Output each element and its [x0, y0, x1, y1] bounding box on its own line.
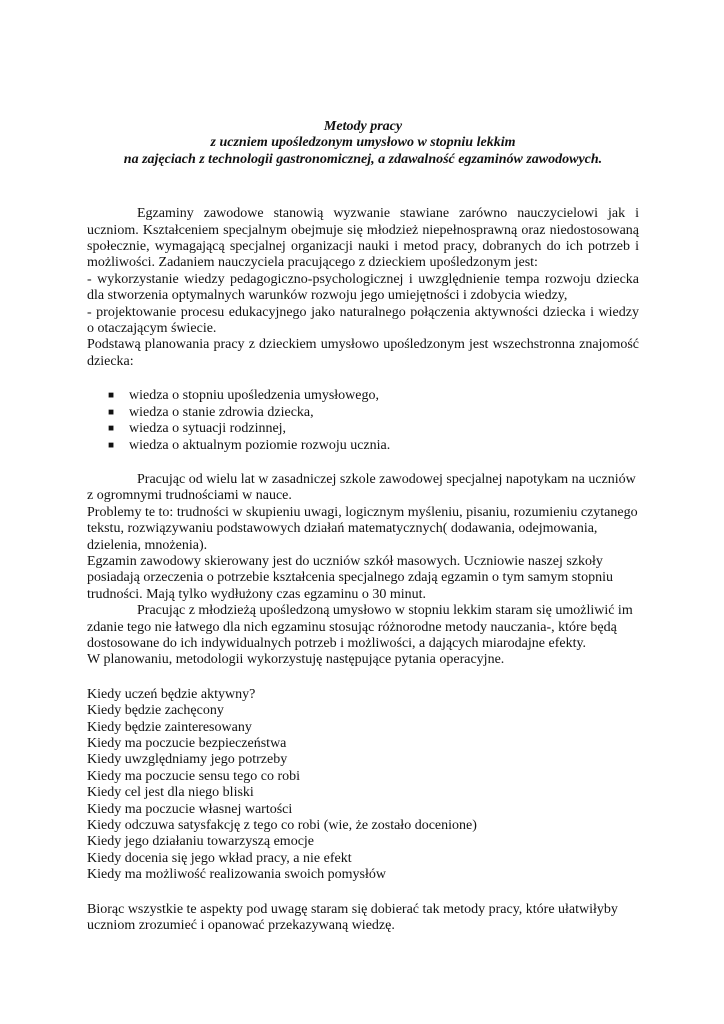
- list-item: Kiedy ma poczucie sensu tego co robi: [87, 768, 301, 784]
- body-paragraph-5: W planowaniu, metodologii wykorzystuję następujące pytania operacyjne.: [87, 652, 505, 668]
- bullet-square-icon: ■: [108, 390, 115, 402]
- closing-paragraph: Biorąc wszystkie te aspekty pod uwagę staram się dobierać tak metody pracy, które ułatwiłyby uczniom zrozumieć i opanować przekazywaną wiedzę.: [87, 901, 618, 934]
- bullet-square-icon: ■: [108, 406, 115, 418]
- bullet-square-icon: ■: [108, 423, 115, 435]
- questions-list: [87, 687, 639, 884]
- intro-paragraph-2: Podstawą planowania pracy z dzieckiem umysłowo upośledzonym jest wszechstronna znajomość dziecka:: [87, 337, 639, 369]
- list-item: ■ wiedza o sytuacji rodzinnej,: [108, 421, 287, 437]
- list-item: ■ wiedza o stopniu upośledzenia umysłowego,: [108, 388, 380, 404]
- list-item: Kiedy uwzględniamy jego potrzeby: [87, 752, 288, 768]
- body-paragraph-3: Egzamin zawodowy skierowany jest do uczniów szkół masowych. Uczniowie naszej szkoły posiadają orzeczenia o potrzebie kształcenia specjalnego zdają egzamin o tym samym stopniu trudności. Mają tylko wydłużony czas egzaminu o 30 minut.: [87, 553, 613, 602]
- list-item: Kiedy ma poczucie bezpieczeństwa: [87, 736, 287, 751]
- list-item: Kiedy będzie zainteresowany: [87, 719, 252, 735]
- title-line-2: z uczniem upośledzonym umysłowo w stopniu lekkim: [210, 135, 516, 151]
- intro-paragraph: Egzaminy zawodowe stanowią wyzwanie stawiane zarówno nauczycielowi jak i uczniom. Kształceniem specjalnym obejmuje się młodzież niepełnosprawną oraz niedostosowaną społecznie, wymagającą specjalnej organizacji nauki i metod pracy, dobranych do ich potrzeb i możliwości. Zadaniem nauczyciela pracującego z dzieckiem upośledzonym jest:: [87, 206, 639, 271]
- intro-dash-item-2: - projektowanie procesu edukacyjnego jako naturalnego połączenia aktywności dziecka i wiedzy o otaczającym świecie.: [87, 304, 639, 337]
- list-item: Kiedy jego działaniu towarzyszą emocje: [87, 834, 315, 850]
- list-item: Kiedy ma poczucie własnej wartości: [87, 801, 293, 817]
- list-item: Kiedy ma możliwość realizowania swoich pomysłów: [87, 867, 386, 883]
- document-title: [87, 119, 639, 168]
- body-paragraph-4: Pracując z młodzieżą upośledzoną umysłowo w stopniu lekkim staram się umożliwić im zdanie tego nie łatwego dla nich egzaminu stosując różnorodne metody nauczania-, które będą dostosowane do ich indywidualnych potrzeb i możliwości, a dających miarodajne efekty.: [87, 603, 633, 651]
- list-item: Kiedy będzie zachęcony: [87, 703, 224, 719]
- knowledge-list: [87, 388, 639, 454]
- list-item: Kiedy odczuwa satysfakcję z tego co robi (wie, że zostało docenione): [87, 818, 477, 834]
- body-paragraph-2: Problemy te to: trudności w skupieniu uwagi, logicznym myśleniu, pisaniu, rozumieniu czytanego tekstu, rozwiązywaniu podstawowych działań matematycznych( dodawania, odejmowania, dzielenia, mnożenia).: [87, 504, 638, 553]
- list-item: Kiedy cel jest dla niego bliski: [87, 785, 254, 801]
- list-item: Kiedy uczeń będzie aktywny?: [87, 686, 256, 702]
- title-line-1: Metody pracy: [323, 119, 403, 134]
- bullet-square-icon: ■: [108, 439, 115, 451]
- intro-dash-item-1: - wykorzystanie wiedzy pedagogiczno-psychologicznej i uwzględnienie tempa rozwoju dziecka dla stworzenia optymalnych warunków rozwoju jego umiejętności i zdobycia wiedzy,: [87, 271, 639, 304]
- list-item: Kiedy docenia się jego wkład pracy, a nie efekt: [87, 850, 352, 866]
- body-paragraph-1: Pracując od wielu lat w zasadniczej szkole zawodowej specjalnej napotykam na uczniów z ogromnymi trudnościami w nauce.: [87, 471, 636, 504]
- title-line-3: na zajęciach z technologii gastronomicznej, a zdawalność egzaminów zawodowych.: [123, 151, 603, 167]
- list-item: ■ wiedza o aktualnym poziomie rozwoju ucznia.: [108, 437, 391, 453]
- list-item: ■ wiedza o stanie zdrowia dziecka,: [108, 404, 314, 420]
